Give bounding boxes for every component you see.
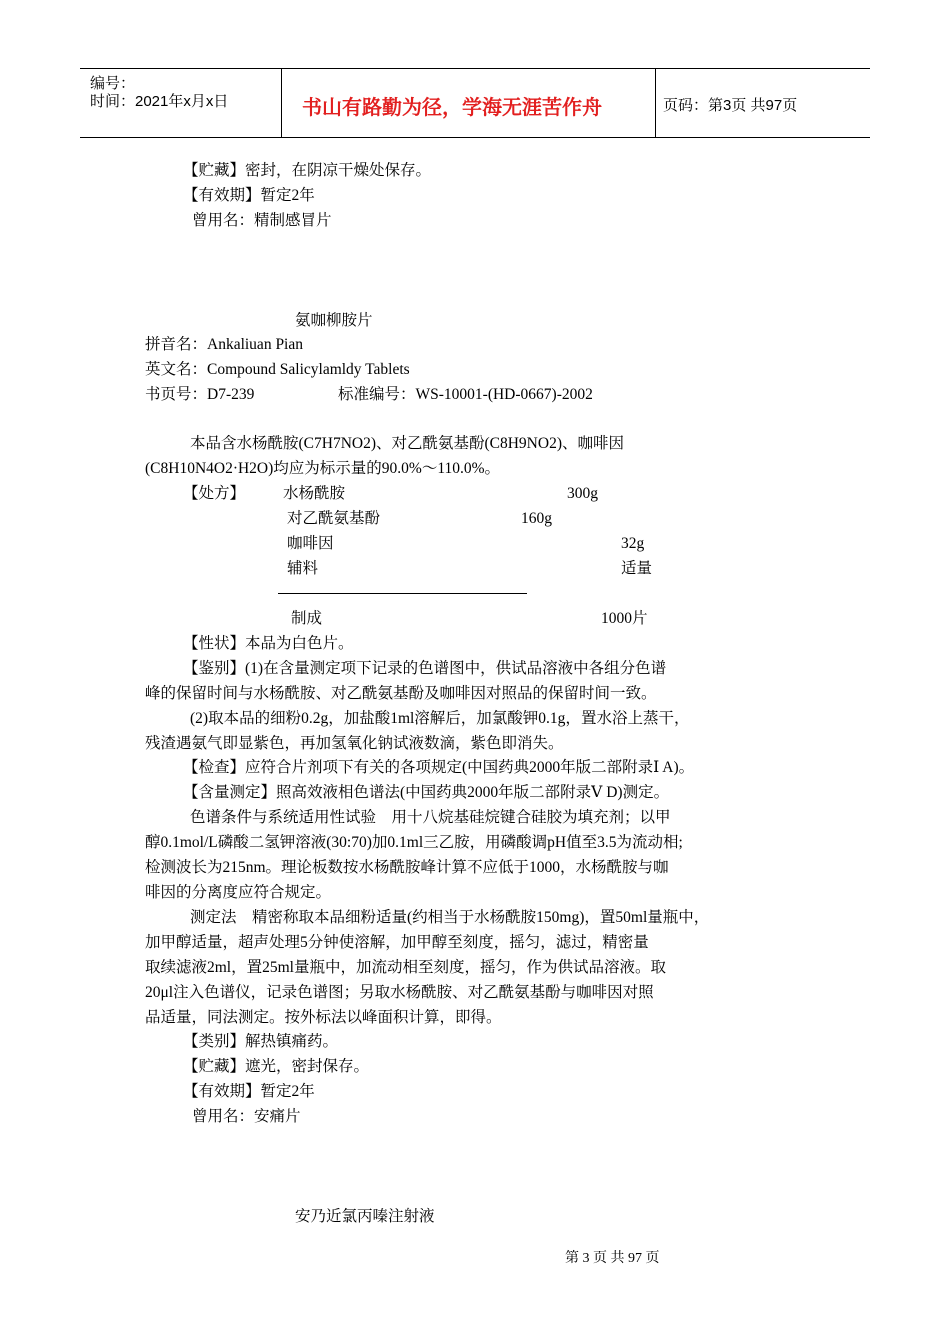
prev-validity: 【有效期】暂定2年 [183,187,315,204]
motto-text: 书山有路勤为径，学海无涯苦作舟 [302,95,602,119]
identification-line-4: 残渣遇氨气即显紫色，再加氢氧化钠试液数滴，紫色即消失。 [145,735,564,752]
date-label: 时间：2021年x月x日 [90,93,229,110]
page-label: 页码：第3页 共97页 [663,97,798,114]
chromatography-line-1: 色谱条件与系统适用性试验 用十八烷基硅烷键合硅胶为填充剂；以甲 [190,809,671,826]
method-line-3: 取续滤液2ml，置25ml量瓶中，加流动相至刻度，摇匀，作为供试品溶液。取 [145,959,666,976]
chromatography-line-2: 醇0.1mol/L磷酸二氢钾溶液(30:70)加0.1ml三乙胺，用磷酸调pH值至3.5为流动相; [145,834,683,851]
formula-item-name: 咖啡因 [287,535,334,552]
made-amount: 1000片 [601,610,648,627]
book-page: 书页号：D7-239 [145,386,255,403]
formula-item-amount: 适量 [621,560,653,577]
storage: 【贮藏】遮光，密封保存。 [183,1058,370,1075]
method-line-2: 加甲醇适量，超声处理5分钟使溶解，加甲醇至刻度，摇匀，滤过，精密量 [145,934,649,951]
formula-label: 【处方】 [183,485,246,502]
english-name: 英文名：Compound Salicylamldy Tablets [145,361,410,378]
drug-title: 氨咖柳胺片 [295,312,373,329]
header-motto-cell [281,69,656,137]
prev-storage: 【贮藏】密封，在阴凉干燥处保存。 [183,162,432,179]
pinyin-name: 拼音名：Ankaliuan Pian [145,336,303,353]
formula-item-name: 辅料 [287,560,319,577]
prev-former-name: 曾用名：精制感冒片 [192,212,332,229]
page-header [80,68,870,138]
content-line-2: (C8H10N4O2·H2O)均应为标示量的90.0%～110.0%。 [145,460,501,477]
chromatography-line-3: 检测波长为215nm。理论板数按水杨酰胺峰计算不应低于1000，水杨酰胺与咖 [145,859,669,876]
number-label: 编号： [90,75,136,92]
identification-line-1: 【鉴别】(1)在含量测定项下记录的色谱图中，供试品溶液中各组分色谱 [183,660,667,677]
validity: 【有效期】暂定2年 [183,1083,315,1100]
formula-item-amount: 300g [567,485,598,502]
method-line-5: 品适量，同法测定。按外标法以峰面积计算，即得。 [145,1009,502,1026]
assay: 【含量测定】照高效液相色谱法(中国药典2000年版二部附录Ⅴ D)测定。 [183,784,670,801]
standard-number: 标准编号：WS-10001-(HD-0667)-2002 [338,386,593,403]
next-drug-title: 安乃近氯丙嗪注射液 [295,1208,435,1225]
method-line-4: 20μl注入色谱仪，记录色谱图；另取水杨酰胺、对乙酰氨基酚与咖啡因对照 [145,984,654,1001]
chromatography-line-4: 啡因的分离度应符合规定。 [145,884,332,901]
formula-divider [278,593,527,594]
method-line-1: 测定法 精密称取本品细粉适量(约相当于水杨酰胺150mg)，置50ml量瓶中， [190,909,710,926]
formula-item-name: 对乙酰氨基酚 [287,510,381,527]
identification-line-2: 峰的保留时间与水杨酰胺、对乙酰氨基酚及咖啡因对照品的保留时间一致。 [145,685,657,702]
check: 【检查】应符合片剂项下有关的各项规定(中国药典2000年版二部附录Ⅰ A)。 [183,759,695,776]
header-right-cell [655,69,870,137]
formula-item-amount: 160g [521,510,552,527]
made-label: 制成 [291,610,323,627]
page-footer: 第 3 页 共 97 页 [565,1251,660,1266]
character: 【性状】本品为白色片。 [183,635,354,652]
formula-item-name: 水杨酰胺 [283,485,346,502]
category: 【类别】解热镇痛药。 [183,1033,339,1050]
content-line-1: 本品含水杨酰胺(C7H7NO2)、对乙酰氨基酚(C8H9NO2)、咖啡因 [190,435,624,452]
former-name: 曾用名：安痛片 [192,1108,301,1125]
formula-item-amount: 32g [621,535,645,552]
identification-line-3: (2)取本品的细粉0.2g，加盐酸1ml溶解后，加氯酸钾0.1g，置水浴上蒸干， [190,710,690,727]
header-left-cell [80,69,280,137]
